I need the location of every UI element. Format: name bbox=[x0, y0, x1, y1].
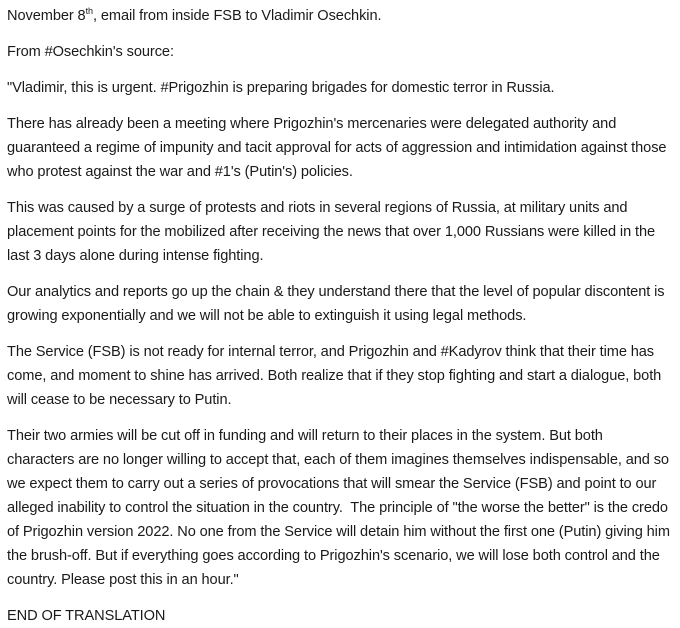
service-readiness-paragraph: The Service (FSB) is not ready for internal terror, and Prigozhin and #Kadyrov think that their time has come, and moment to shine has arrived. Both realize that if they stop fighting and start a dialogue, both will cease to be necessary to Putin. bbox=[7, 344, 666, 408]
protests-cause-paragraph: This was caused by a surge of protests and riots in several regions of Russia, at military units and placement points for the mobilized after receiving the news that over 1,000 Russians were killed in the last 3 days alone during intense fighting. bbox=[7, 200, 659, 264]
meeting-authority-paragraph: There has already been a meeting where Prigozhin's mercenaries were delegated authority and guaranteed a regime of impunity and tacit approval for acts of aggression and intimidation against those who protest against the war and #1's (Putin's) policies. bbox=[7, 116, 671, 180]
analytics-discontent-paragraph: Our analytics and reports go up the chain & they understand there that the level of popular discontent is growing exponentially and we will not be able to extinguish it using legal methods. bbox=[7, 284, 669, 324]
document-heading-line bbox=[7, 4, 670, 28]
heading-remainder: , email from inside FSB to Vladimir Osechkin. bbox=[92, 8, 382, 24]
end-of-translation-note: END OF TRANSLATION bbox=[7, 608, 166, 624]
heading-date-prefix: November 8 bbox=[7, 8, 86, 24]
source-attribution-paragraph: From #Osechkin's source: bbox=[7, 44, 174, 60]
armies-funding-paragraph: Their two armies will be cut off in funding and will return to their places in the system. But both characters are no longer willing to accept that, each of them imagines themselves indispensable, and so we expect them to carry out a series of provocations that will smear the Service (FSB) and point to our alleged inability to control the situation in the country. The principle of "the worse the better" is the credo of Prigozhin version 2022. No one from the Service will detain him without the first one (Putin) giving him the brush-off. But if everything goes according to Prigozhin's scenario, we will lose both control and the country. Please post this in an hour." bbox=[7, 428, 674, 588]
heading-date-ordinal-suffix: th bbox=[85, 6, 93, 17]
message-opening-paragraph: "Vladimir, this is urgent. #Prigozhin is preparing brigades for domestic terror in Russia. bbox=[7, 80, 555, 96]
